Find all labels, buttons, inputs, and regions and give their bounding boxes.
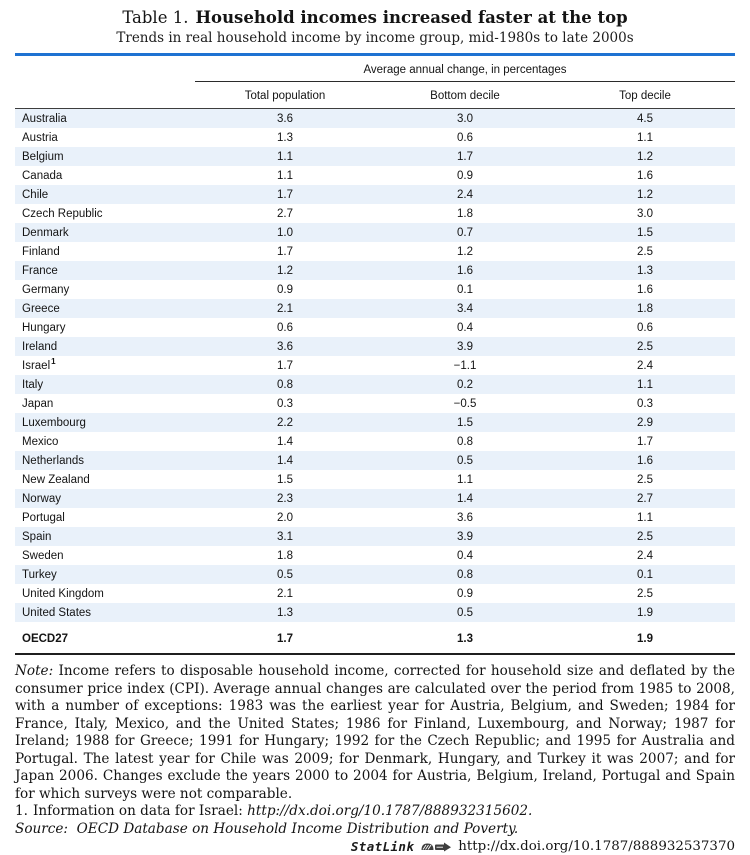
top-decile-value: 1.9	[637, 633, 653, 645]
country-cell: OECD27	[22, 633, 69, 645]
country-label: Australia	[22, 112, 67, 125]
stub-spacer	[15, 56, 195, 82]
country-cell	[15, 322, 195, 334]
country-label: Denmark	[22, 226, 69, 239]
total-population-value: 1.3	[277, 606, 293, 619]
statlink-label: StatLink	[350, 838, 415, 854]
top-decile-value: 0.6	[637, 321, 653, 334]
table-row	[15, 413, 735, 432]
table-row	[15, 280, 735, 299]
source-text: OECD Database on Household Income Distribution and Poverty.	[76, 820, 519, 837]
top-decile-value: 2.5	[637, 587, 653, 600]
total-population-value: 1.3	[277, 131, 293, 144]
table-title-text: Household incomes increased faster at the top	[195, 8, 628, 27]
table-row	[15, 242, 735, 261]
total-population-value: 1.2	[277, 264, 293, 277]
country-label: Germany	[22, 283, 70, 296]
bottom-decile-value: 1.1	[457, 473, 473, 486]
total-population-value: 1.8	[277, 549, 293, 562]
table-row	[15, 204, 735, 223]
country-label: Chile	[22, 188, 49, 201]
total-population-value: 1.1	[277, 150, 293, 163]
bottom-decile-value: 1.5	[457, 416, 473, 429]
table-body	[15, 109, 735, 622]
table-row	[15, 147, 735, 166]
top-decile-value: 3.0	[637, 207, 653, 220]
country-cell	[15, 265, 195, 277]
country-cell	[15, 474, 195, 486]
country-label: Netherlands	[22, 454, 85, 467]
country-label: Sweden	[22, 549, 64, 562]
group-header: Average annual change, in percentages	[195, 56, 735, 82]
country-cell	[15, 493, 195, 505]
country-label: Czech Republic	[22, 207, 103, 220]
table-row	[15, 470, 735, 489]
country-label: Turkey	[22, 568, 57, 581]
table-row	[15, 489, 735, 508]
total-population-value: 1.7	[277, 359, 293, 372]
top-decile-value: 1.2	[637, 188, 653, 201]
total-population-value: 1.5	[277, 473, 293, 486]
bottom-decile-value: 1.3	[457, 633, 473, 645]
total-population-value: 2.2	[277, 416, 293, 429]
column-header-top-decile: Top decile	[619, 90, 671, 102]
country-label: Spain	[22, 530, 52, 543]
top-decile-value: 2.9	[637, 416, 653, 429]
footnote-1	[15, 803, 735, 821]
total-population-value: 1.4	[277, 435, 293, 448]
top-decile-value: 2.4	[637, 359, 653, 372]
bottom-decile-value: −0.5	[453, 397, 477, 410]
statlink-icon	[420, 840, 452, 853]
source-line	[15, 821, 735, 839]
bottom-decile-value: 3.6	[457, 511, 473, 524]
country-label: Israel	[22, 359, 51, 372]
top-decile-value: 0.3	[637, 397, 653, 410]
bottom-decile-value: 1.6	[457, 264, 473, 277]
country-label: Mexico	[22, 435, 59, 448]
table-row	[15, 527, 735, 546]
top-decile-value: 2.5	[637, 340, 653, 353]
bottom-decile-value: 3.0	[457, 112, 473, 125]
country-cell	[15, 356, 195, 372]
table-row	[15, 508, 735, 527]
note-label: Note:	[15, 663, 54, 679]
bottom-decile-value: 0.9	[457, 587, 473, 600]
bottom-decile-value: 0.8	[457, 568, 473, 581]
country-label: Finland	[22, 245, 60, 258]
top-decile-value: 2.4	[637, 549, 653, 562]
column-header-total-population: Total population	[244, 90, 326, 102]
table-row	[15, 166, 735, 185]
country-label: Japan	[22, 397, 54, 410]
table-row	[15, 603, 735, 622]
note-text: Income refers to disposable household income, corrected for household size and deflated by the consumer price index (CPI). Average annual changes are calculated over the period from 1985 to 2008, with a number of exceptions: 1983 was the earliest year for Austria, Belgium, and Sweden; 1984 for France, Italy, Mexico, and the United States; 1986 for Finland, Luxembourg, and Norway; 1987 for Ireland; 1988 for Greece; 1991 for Hungary; 1992 for the Czech Republic; and 1995 for Australia and Portugal. The latest year for Chile was 2009; for Denmark, Hungary, and Turkey it was 2007; and for Japan 2006. Changes exclude the years 2000 to 2004 for Austria, Belgium, Ireland, Portugal and Spain for which surveys were not comparable.	[15, 663, 735, 802]
top-decile-value: 2.5	[637, 473, 653, 486]
country-cell	[15, 303, 195, 315]
table-row	[15, 546, 735, 565]
table-bottom-rule	[15, 653, 735, 655]
bottom-decile-value: 3.9	[457, 340, 473, 353]
table-row	[15, 451, 735, 470]
country-cell	[15, 170, 195, 182]
table-row	[15, 299, 735, 318]
top-decile-value: 1.1	[637, 131, 653, 144]
notes-block	[15, 663, 735, 855]
bottom-decile-value: 0.8	[457, 435, 473, 448]
country-cell	[15, 132, 195, 144]
top-decile-value: 1.2	[637, 150, 653, 163]
total-population-value: 3.1	[277, 530, 293, 543]
top-decile-value: 1.6	[637, 283, 653, 296]
table-row	[15, 223, 735, 242]
bottom-decile-value: 0.6	[457, 131, 473, 144]
footnote-marker: 1	[51, 356, 56, 366]
country-cell	[15, 512, 195, 524]
country-label: New Zealand	[22, 473, 90, 486]
bottom-decile-value: 0.1	[457, 283, 473, 296]
total-population-value: 2.0	[277, 511, 293, 524]
country-label: France	[22, 264, 58, 277]
bottom-decile-value: −1.1	[453, 359, 477, 372]
total-population-value: 0.6	[277, 321, 293, 334]
bottom-decile-value: 0.5	[457, 606, 473, 619]
country-label: Greece	[22, 302, 60, 315]
country-cell	[15, 113, 195, 125]
top-decile-value: 1.7	[637, 435, 653, 448]
top-decile-value: 1.1	[637, 378, 653, 391]
country-cell	[15, 246, 195, 258]
total-population-value: 1.4	[277, 454, 293, 467]
total-population-value: 1.1	[277, 169, 293, 182]
top-decile-value: 1.5	[637, 226, 653, 239]
column-header-bottom-decile: Bottom decile	[430, 90, 500, 102]
top-decile-value: 1.8	[637, 302, 653, 315]
country-cell	[15, 588, 195, 600]
country-cell	[15, 284, 195, 296]
country-label: Ireland	[22, 340, 58, 353]
table-row	[15, 318, 735, 337]
country-cell	[15, 550, 195, 562]
table-row	[15, 356, 735, 375]
top-decile-value: 1.6	[637, 169, 653, 182]
total-population-value: 0.9	[277, 283, 293, 296]
total-population-value: 1.7	[277, 633, 293, 645]
footnote-number: 1.	[15, 803, 28, 819]
top-decile-value: 2.5	[637, 530, 653, 543]
top-decile-value: 4.5	[637, 112, 653, 125]
bottom-decile-value: 1.4	[457, 492, 473, 505]
total-population-value: 2.7	[277, 207, 293, 220]
country-cell	[15, 417, 195, 429]
table-row	[15, 109, 735, 128]
total-population-value: 2.3	[277, 492, 293, 505]
bottom-decile-value: 2.4	[457, 188, 473, 201]
bottom-decile-value: 0.2	[457, 378, 473, 391]
country-label: Portugal	[22, 511, 65, 524]
country-cell	[15, 341, 195, 353]
country-cell	[15, 569, 195, 581]
total-population-value: 2.1	[277, 302, 293, 315]
table-row	[15, 565, 735, 584]
top-decile-value: 0.1	[637, 568, 653, 581]
country-label: United States	[22, 606, 92, 619]
bottom-decile-value: 0.9	[457, 169, 473, 182]
country-cell	[15, 227, 195, 239]
country-cell	[15, 189, 195, 201]
table-row	[15, 128, 735, 147]
bottom-decile-value: 1.7	[457, 150, 473, 163]
country-cell	[15, 379, 195, 391]
table-row	[15, 261, 735, 280]
total-population-value: 1.0	[277, 226, 293, 239]
country-label: Hungary	[22, 321, 66, 334]
top-decile-value: 1.9	[637, 606, 653, 619]
country-cell	[15, 607, 195, 619]
country-cell	[15, 531, 195, 543]
table-number: Table 1.	[122, 8, 189, 27]
bottom-decile-value: 0.4	[457, 321, 473, 334]
note-paragraph	[15, 663, 735, 803]
table-title	[0, 0, 750, 28]
table-row	[15, 375, 735, 394]
country-label: Austria	[22, 131, 58, 144]
bottom-decile-value: 0.5	[457, 454, 473, 467]
group-header-row	[15, 56, 735, 82]
bottom-decile-value: 0.7	[457, 226, 473, 239]
top-decile-value: 2.7	[637, 492, 653, 505]
total-population-value: 0.8	[277, 378, 293, 391]
total-population-value: 0.5	[277, 568, 293, 581]
country-cell	[15, 436, 195, 448]
country-label: Italy	[22, 378, 44, 391]
top-decile-value: 1.3	[637, 264, 653, 277]
total-population-value: 2.1	[277, 587, 293, 600]
table-subtitle: Trends in real household income by income group, mid-1980s to late 2000s	[116, 30, 634, 46]
table-row	[15, 432, 735, 451]
total-population-value: 1.7	[277, 188, 293, 201]
statlink-url[interactable]: http://dx.doi.org/10.1787/888932537370	[458, 838, 735, 854]
source-label: Source:	[15, 820, 68, 837]
country-label: Belgium	[22, 150, 64, 163]
country-cell	[15, 455, 195, 467]
table-row	[15, 394, 735, 413]
table-row	[15, 185, 735, 204]
country-label: Canada	[22, 169, 63, 182]
country-label: Luxembourg	[22, 416, 86, 429]
bottom-decile-value: 3.9	[457, 530, 473, 543]
footnote-url[interactable]: http://dx.doi.org/10.1787/888932315602.	[247, 803, 533, 819]
bottom-decile-value: 1.8	[457, 207, 473, 220]
country-cell	[15, 151, 195, 163]
column-header-row	[15, 82, 735, 109]
country-cell	[15, 208, 195, 220]
footnote-text: Information on data for Israel:	[33, 803, 248, 819]
total-population-value: 0.3	[277, 397, 293, 410]
table-row	[15, 337, 735, 356]
bottom-decile-value: 3.4	[457, 302, 473, 315]
top-decile-value: 2.5	[637, 245, 653, 258]
total-population-value: 3.6	[277, 112, 293, 125]
table-row	[15, 584, 735, 603]
bottom-decile-value: 1.2	[457, 245, 473, 258]
country-label: Norway	[22, 492, 61, 505]
country-label: United Kingdom	[22, 587, 104, 600]
top-decile-value: 1.1	[637, 511, 653, 524]
total-population-value: 3.6	[277, 340, 293, 353]
summary-row-oecd27	[15, 628, 735, 650]
country-cell	[15, 398, 195, 410]
stub-spacer	[15, 82, 195, 108]
top-decile-value: 1.6	[637, 454, 653, 467]
bottom-decile-value: 0.4	[457, 549, 473, 562]
statlink-line	[15, 838, 735, 855]
total-population-value: 1.7	[277, 245, 293, 258]
